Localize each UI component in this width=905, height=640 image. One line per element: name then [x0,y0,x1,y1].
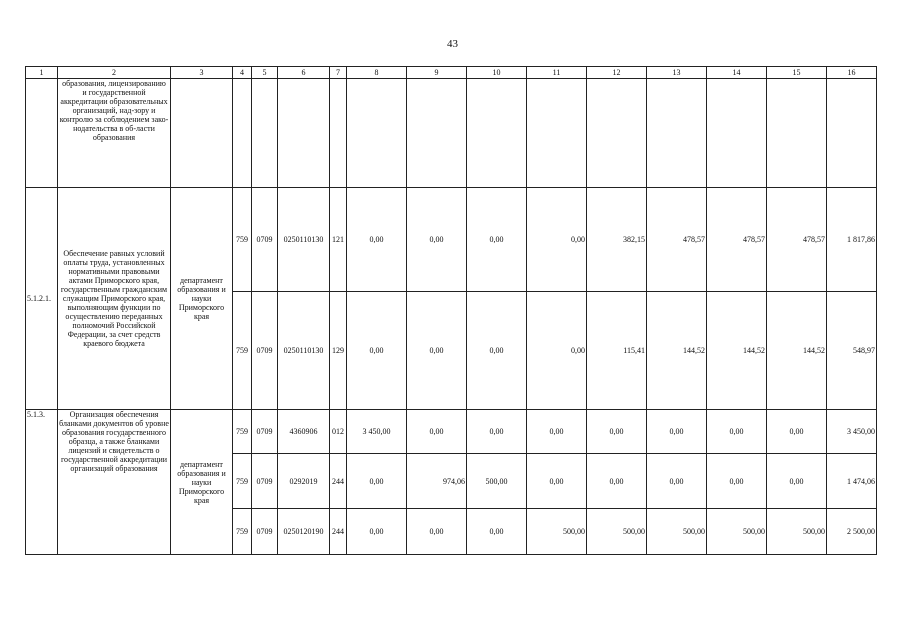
cell: 0,00 [527,188,587,292]
cell: 0,00 [407,410,467,454]
col-header: 8 [347,67,407,79]
cell: 4360906 [278,410,330,454]
page-number: 43 [447,38,458,50]
col-header: 6 [278,67,330,79]
col-header: 15 [767,67,827,79]
cell: 0250110130 [278,188,330,292]
col-header: 5 [252,67,278,79]
cell: 0,00 [647,454,707,509]
table-row [26,188,877,292]
cell: 974,06 [407,454,467,509]
cell: 1 474,06 [827,454,877,509]
cell: 0,00 [347,292,407,410]
cell: 0,00 [407,188,467,292]
col-header: 16 [827,67,877,79]
cell: 144,52 [767,292,827,410]
table-row [26,79,877,188]
col-header: 14 [707,67,767,79]
cell: 3 450,00 [347,410,407,454]
cell: 500,00 [647,509,707,555]
cell: 0,00 [527,454,587,509]
col-header: 10 [467,67,527,79]
cell: 0709 [252,292,278,410]
cell: 0,00 [467,292,527,410]
cell: 0709 [252,454,278,509]
cell: 0,00 [407,292,467,410]
cell: 759 [233,509,252,555]
cell: 500,00 [707,509,767,555]
item-name: образования, лицензированию и государственной аккредитации образовательных организаций, над-зору и контролю за соблюдением зако-нодательства в об-ласти образования [58,79,171,188]
cell: 144,52 [647,292,707,410]
cell: 478,57 [767,188,827,292]
cell: 500,00 [587,509,647,555]
cell: 0,00 [587,454,647,509]
department: департамент образования и науки Приморского края [171,188,233,410]
cell: 0,00 [527,292,587,410]
cell: 0,00 [767,410,827,454]
cell: 0292019 [278,454,330,509]
item-code: 5.1.2.1. [26,188,58,410]
table-row [26,410,877,454]
col-header: 1 [26,67,58,79]
cell: 0,00 [587,410,647,454]
cell: 759 [233,188,252,292]
cell: 0,00 [707,454,767,509]
cell: 0,00 [767,454,827,509]
cell: 500,00 [767,509,827,555]
col-header: 13 [647,67,707,79]
col-header: 7 [330,67,347,79]
cell: 121 [330,188,347,292]
col-header: 4 [233,67,252,79]
col-header: 11 [527,67,587,79]
col-header: 12 [587,67,647,79]
department: департамент образования и науки Приморского края [171,410,233,555]
cell: 144,52 [707,292,767,410]
cell: 500,00 [467,454,527,509]
cell: 0,00 [407,509,467,555]
cell: 0,00 [527,410,587,454]
cell: 129 [330,292,347,410]
cell: 759 [233,292,252,410]
cell: 3 450,00 [827,410,877,454]
cell: 012 [330,410,347,454]
cell: 0,00 [467,509,527,555]
cell: 0,00 [707,410,767,454]
cell: 0,00 [347,188,407,292]
cell: 0250110130 [278,292,330,410]
budget-table [25,66,877,555]
cell: 0,00 [467,410,527,454]
col-header: 2 [58,67,171,79]
item-name: Организация обеспечения бланками документов об уровне образования государственного образца, а также бланками лицензий и свидетельств о государственной аккредитации организаций образования [58,410,171,555]
col-header: 3 [171,67,233,79]
cell: 478,57 [707,188,767,292]
col-header: 9 [407,67,467,79]
item-name: Обеспечение равных условий оплаты труда, установленных нормативными правовыми актами Приморского края, государственным гражданским служащим Приморского края, выполняющим функции по осуществлению переданных полномочий Российской Федерации, за счет средств краевого бюджета [58,188,171,410]
cell: 382,15 [587,188,647,292]
cell: 478,57 [647,188,707,292]
item-code: 5.1.3. [26,410,58,555]
cell: 0709 [252,188,278,292]
cell: 759 [233,454,252,509]
column-number-row [26,67,877,79]
cell: 1 817,86 [827,188,877,292]
cell: 548,97 [827,292,877,410]
cell: 0,00 [347,509,407,555]
cell: 0,00 [647,410,707,454]
cell: 0709 [252,410,278,454]
cell: 0,00 [347,454,407,509]
cell: 0709 [252,509,278,555]
cell: 0250120190 [278,509,330,555]
cell: 244 [330,454,347,509]
cell: 2 500,00 [827,509,877,555]
cell: 500,00 [527,509,587,555]
cell: 115,41 [587,292,647,410]
cell: 759 [233,410,252,454]
cell: 0,00 [467,188,527,292]
cell: 244 [330,509,347,555]
